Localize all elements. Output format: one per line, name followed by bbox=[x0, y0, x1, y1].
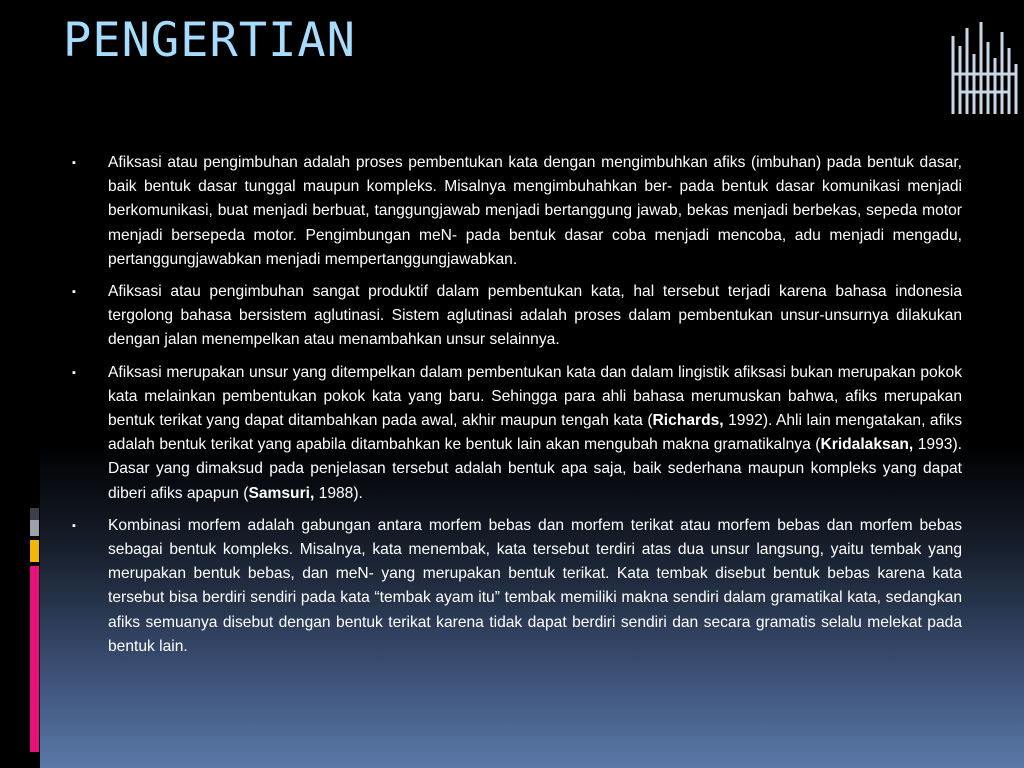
bullet-square-icon: ▪ bbox=[72, 519, 76, 532]
bullet-3-part-1: Afiksasi merupakan unsur yang ditempelkan dalam pembentukan kata dan dalam lingistik afiksasi bukan merupakan pokok kata melainkan pembentukan pokok kata yang baru. Sehingga para ahli bahasa merumuskan bahwa, afiks merupakan bentuk terikat yang dapat ditambahkan pada awal, akhir maupun tengah kata ( bbox=[108, 363, 962, 430]
citation-author-richards: Richards, bbox=[652, 412, 724, 430]
bullet-list bbox=[72, 151, 962, 667]
bullet-item-3 bbox=[72, 361, 962, 506]
bullet-item-4 bbox=[72, 514, 962, 659]
bullet-3-part-2: 1992). Ahli lain mengatakan, afiks adalah bentuk terikat yang apabila ditambahkan ke bentuk lain akan mengubah makna gramatikalnya ( bbox=[108, 412, 962, 454]
left-stripe-yellow bbox=[30, 540, 39, 562]
bullet-square-icon: ▪ bbox=[72, 157, 76, 169]
bullet-text-3 bbox=[108, 364, 962, 502]
left-stripe-dark bbox=[30, 508, 39, 520]
citation-author-samsuri: Samsuri, bbox=[248, 484, 315, 502]
bullet-3-part-4: 1988). bbox=[314, 484, 363, 502]
bullet-text-4: Kombinasi morfem adalah gabungan antara morfem bebas dan morfem terikat atau morfem bebas dan morfem bebas sebagai bentuk kompleks. Misalnya, kata menembak, kata tersebut terdiri atas dua unsur langsung, yaitu tembak yang merupakan bentuk bebas, dan meN- yang merupakan bentuk terikat. Kata tembak disebut bentuk bebas karena kata tersebut bisa berdiri sendiri pada kata “tembak ayam itu” tembak memiliki makna sendiri dalam gramatikal kata, sedangkan afiks semuanya disebut dengan bentuk terikat karena tidak dapat berdiri sendiri dan secara gramatis selalu melekat pada bentuk lain. bbox=[108, 516, 962, 655]
bullet-square-icon: ▪ bbox=[72, 286, 76, 299]
left-decor-band bbox=[0, 0, 40, 768]
bullet-3-part-3: 1993). Dasar yang dimaksud pada penjelasan tersebut adalah bentuk apa saja, baik sederhana maupun kompleks yang dapat diberi afiks apapun ( bbox=[108, 436, 962, 502]
decorative-lines-icon bbox=[950, 18, 1020, 118]
slide-title: PENGERTIAN bbox=[63, 13, 356, 68]
left-stripe-magenta bbox=[30, 566, 39, 752]
left-stripe-gray bbox=[30, 520, 39, 536]
bullet-text-1: Afiksasi atau pengimbuhan adalah proses pembentukan kata dengan mengimbuhkan afiks (imbuhan) pada bentuk dasar, baik bentuk dasar tunggal maupun kompleks. Misalnya mengimbuhahkan ber- pada bentuk dasar komunikasi menjadi berkomunikasi, buat menjadi berbuat, tanggungjawab menjadi bertanggung jawab, bekas menjadi berbekas, sepeda motor menjadi bersepeda motor. Pengimbungan meN- pada bentuk dasar coba menjadi mencoba, adu menjadi mengadu, pertanggungjawabkan menjadi mempertanggungjawabkan. bbox=[108, 154, 962, 268]
citation-author-kridalaksan: Kridalaksan, bbox=[820, 436, 914, 454]
bullet-item-2 bbox=[72, 280, 962, 353]
bullet-item-1 bbox=[72, 151, 962, 272]
bullet-text-2: Afiksasi atau pengimbuhan sangat produktif dalam pembentukan kata, hal tersebut terjadi karena bahasa indonesia tergolong bahasa bersistem aglutinasi. Sistem aglutinasi adalah proses dalam pembentukan unsur-unsurnya dilakukan dengan jalan menempelkan atau menambahkan unsur selainnya. bbox=[108, 283, 962, 349]
bullet-square-icon: ▪ bbox=[72, 366, 76, 379]
